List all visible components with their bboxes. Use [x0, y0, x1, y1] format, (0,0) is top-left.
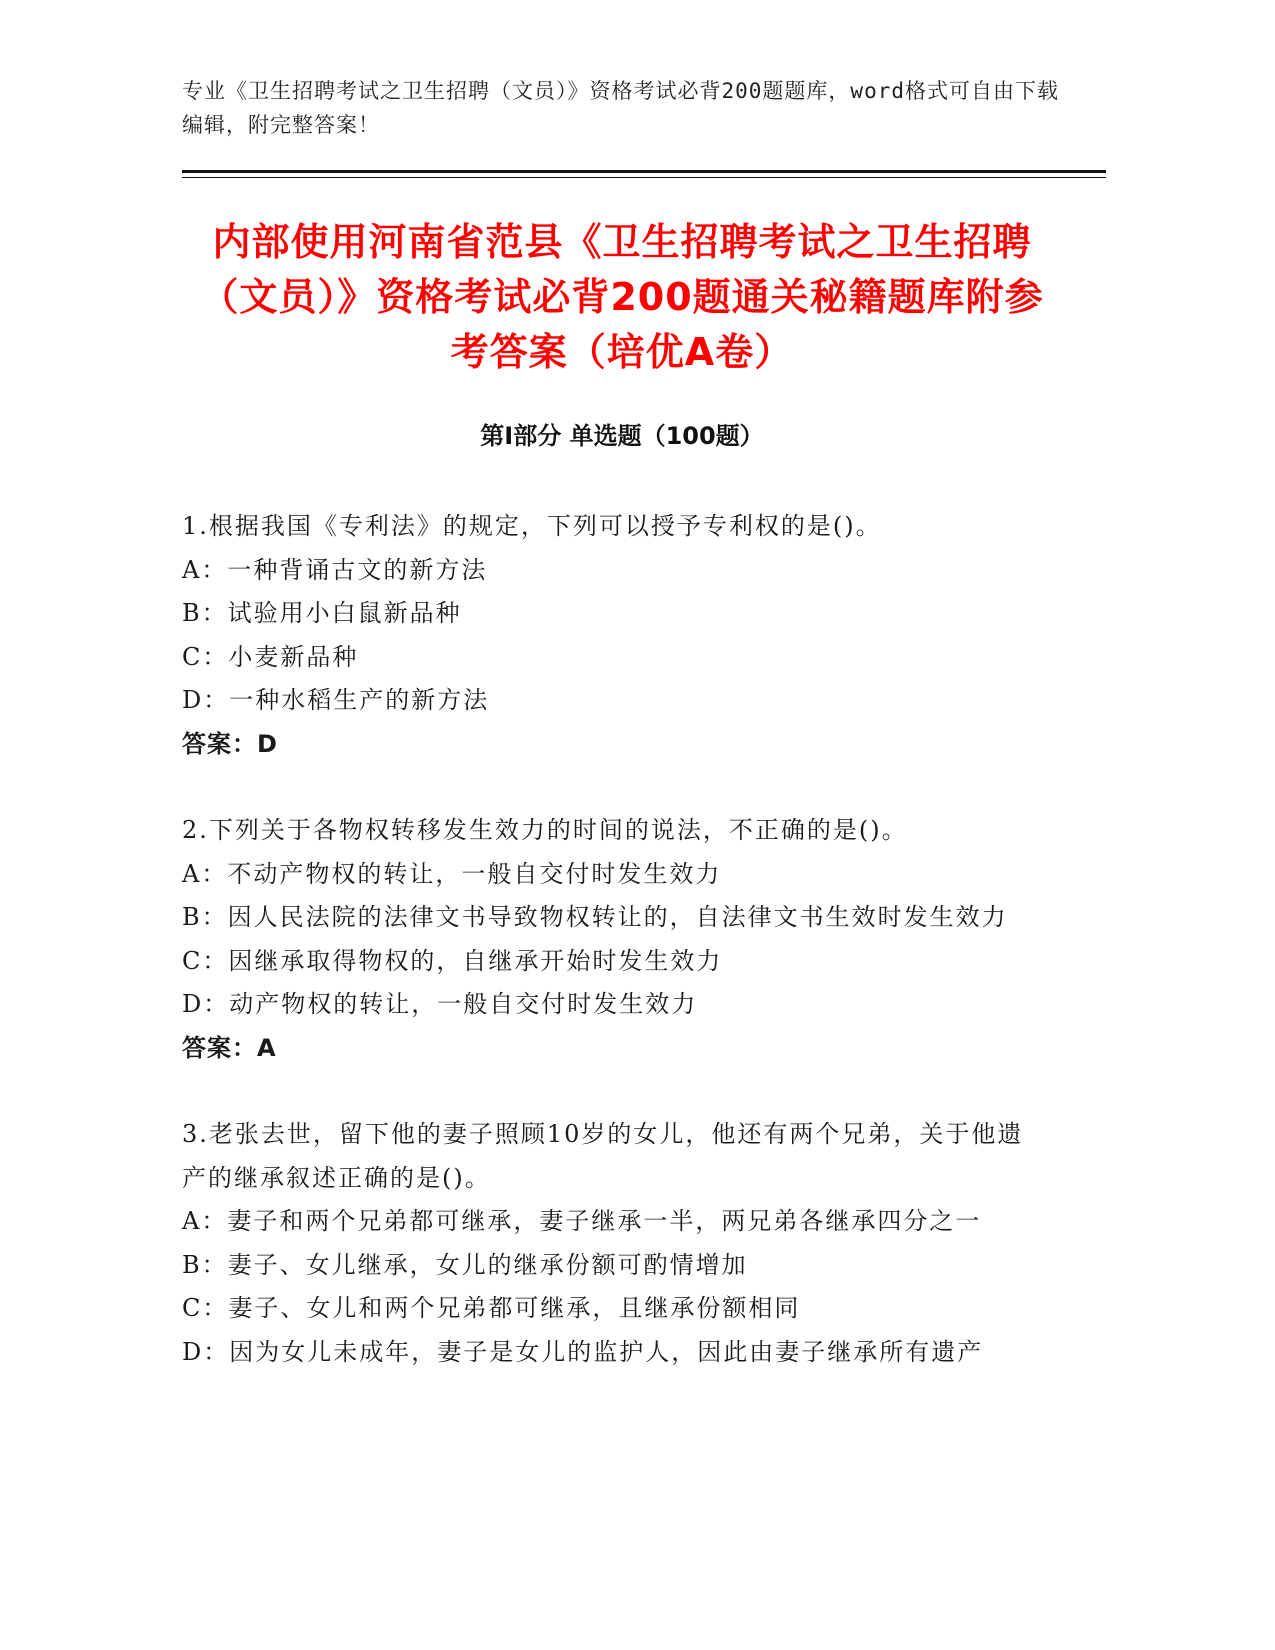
- header-note: 专业《卫生招聘考试之卫生招聘（文员）》资格考试必背200题题库，word格式可自由下载编辑，附完整答案！: [182, 79, 1059, 137]
- question-1: [182, 505, 1042, 766]
- option-c: C：小麦新品种: [182, 642, 359, 671]
- option-a: A：妻子和两个兄弟都可继承，妻子继承一半，两兄弟各继承四分之一: [182, 1207, 982, 1235]
- header-rule-thin: [182, 177, 1106, 178]
- answer: 答案：D: [182, 729, 278, 758]
- question-3: [182, 1113, 1042, 1374]
- option-a: A：不动产物权的转让，一般自交付时发生效力: [182, 859, 722, 888]
- option-d: D：因为女儿未成年，妻子是女儿的监护人，因此由妻子继承所有遗产: [182, 1337, 984, 1366]
- option-d: D：一种水稻生产的新方法: [182, 686, 490, 714]
- section-title: 第Ⅰ部分 单选题（100题）: [480, 422, 764, 450]
- option-b: B：试验用小白鼠新品种: [182, 599, 462, 627]
- question-2: [182, 809, 1042, 1070]
- option-c: C：因继承取得物权的，自继承开始时发生效力: [182, 946, 723, 975]
- option-b: B：妻子、女儿继承，女儿的继承份额可酌情增加: [182, 1250, 748, 1279]
- option-b: B：因人民法院的法律文书导致物权转让的，自法律文书生效时发生效力: [182, 903, 1008, 931]
- question-stem: 3.老张去世，留下他的妻子照顾10岁的女儿，他还有两个兄弟，关于他遗产的继承叙述正确的是()。: [182, 1120, 1024, 1192]
- option-d: D：动产物权的转让，一般自交付时发生效力: [182, 990, 698, 1018]
- header-rule-thick: [182, 170, 1106, 173]
- option-a: A：一种背诵古文的新方法: [182, 555, 488, 584]
- answer: 答案：A: [182, 1033, 277, 1062]
- question-stem: 1.根据我国《专利法》的规定，下列可以授予专利权的是()。: [182, 512, 882, 540]
- option-c: C：妻子、女儿和两个兄弟都可继承，且继承份额相同: [182, 1294, 801, 1322]
- document-title: 内部使用河南省范县《卫生招聘考试之卫生招聘（文员）》资格考试必背200题通关秘籍题库附参考答案（培优A卷）: [200, 220, 1044, 374]
- question-stem: 2.下列关于各物权转移发生效力的时间的说法，不正确的是()。: [182, 816, 908, 844]
- question-list: [182, 505, 1042, 1417]
